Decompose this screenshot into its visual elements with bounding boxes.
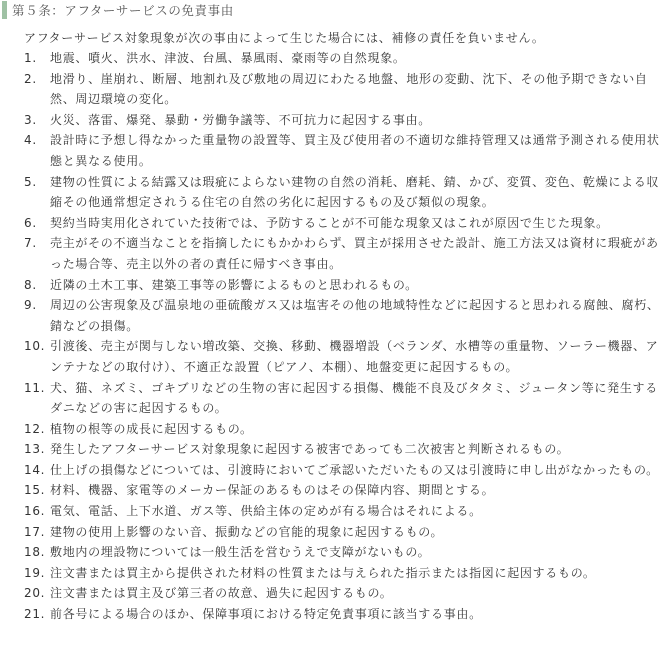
- list-item-text: 植物の根等の成長に起因するもの。: [50, 421, 253, 436]
- list-item-text: 火災、落雷、爆発、暴動・労働争議等、不可抗力に起因する事由。: [50, 112, 432, 127]
- list-item-text: 引渡後、売主が関与しない増改築、交換、移動、機器増設（ベランダ、水槽等の重量物、ソーラー機器、アンテナなどの取付け）、不適正な設置（ピアノ、本棚）、地盤変更に起因するもの。: [50, 339, 659, 374]
- list-item: [0, 501, 670, 522]
- list-item-number: 11.: [24, 380, 46, 395]
- list-item-text: 建物の使用上影響のない音、振動などの官能的現象に起因するもの。: [50, 524, 444, 539]
- intro-paragraph: アフターサービス対象現象が次の事由によって生じた場合には、補修の責任を負いません。: [24, 31, 545, 45]
- list-item-number: 8.: [24, 277, 37, 292]
- list-item-text: 設計時に予想し得なかった重量物の設置等、買主及び使用者の不適切な維持管理又は通常予測される使用状態と異なる使用。: [50, 133, 660, 168]
- list-item-text: 周辺の公害現象及び温泉地の亜硫酸ガス又は塩害その他の地域特性などに起因すると思われる腐蝕、腐朽、錆などの損傷。: [50, 298, 660, 333]
- list-item: [0, 172, 670, 213]
- list-item-text: 材料、機器、家電等のメーカー保証のあるものはその保障内容、期間とする。: [50, 483, 495, 498]
- list-item: [0, 130, 670, 171]
- heading-accent-bar: [2, 1, 7, 19]
- list-item: [0, 295, 670, 336]
- list-item-text: 注文書または買主から提供された材料の性質または与えられた指示または指図に起因するもの。: [50, 565, 596, 580]
- list-item-number: 3.: [24, 112, 37, 127]
- list-item-text: 地滑り、崖崩れ、断層、地割れ及び敷地の周辺にわたる地盤、地形の変動、沈下、その他予期できない自然、周辺環境の変化。: [50, 71, 648, 107]
- list-item-number: 5.: [24, 174, 37, 189]
- list-item-number: 12.: [24, 421, 46, 436]
- list-item-number: 14.: [24, 462, 46, 477]
- list-item-text: 地震、噴火、洪水、津波、台風、暴風雨、豪雨等の自然現象。: [50, 51, 406, 65]
- list-item-number: 19.: [24, 565, 46, 580]
- list-item: [0, 542, 670, 563]
- article-title: 第５条：アフターサービスの免責事由: [12, 3, 234, 18]
- list-item-text: 近隣の土木工事、建築工事等の影響によるものと思われるもの。: [50, 277, 418, 292]
- list-item: [0, 439, 670, 460]
- list-item-number: 17.: [24, 524, 46, 539]
- list-item-number: 21.: [24, 607, 46, 622]
- list-item-text: 前各号による場合のほか、保障事項における特定免責事項に該当する事由。: [50, 607, 482, 622]
- list-item: [0, 583, 670, 604]
- list-item-number: 7.: [24, 236, 37, 251]
- list-item: [0, 336, 670, 377]
- list-item: [0, 419, 670, 440]
- list-item: [0, 48, 670, 69]
- list-item-number: 18.: [24, 545, 46, 560]
- list-item: [0, 480, 670, 501]
- list-item-text: 電気、電話、上下水道、ガス等、供給主体の定めが有る場合はそれによる。: [50, 504, 482, 519]
- list-item: [0, 69, 670, 110]
- list-item-text: 売主がその不適当なことを指摘したにもかかわらず、買主が採用させた設計、施工方法又は資材に瑕疵があった場合等、売主以外の者の責任に帰すべき事由。: [50, 236, 659, 271]
- list-item-text: 注文書または買主及び第三者の故意、過失に起因するもの。: [50, 586, 393, 601]
- list-item: [0, 275, 670, 296]
- list-item-number: 16.: [24, 504, 46, 519]
- list-item-number: 9.: [24, 298, 37, 313]
- list-item-number: 15.: [24, 483, 46, 498]
- list-item-text: 犬、猫、ネズミ、ゴキブリなどの生物の害に起因する損傷、機能不良及びタタミ、ジュータン等に発生するダニなどの害に起因するもの。: [50, 380, 658, 416]
- list-item-text: 敷地内の埋設物については一般生活を営むうえで支障がないもの。: [50, 545, 431, 560]
- list-item-text: 仕上げの損傷などについては、引渡時においてご承認いただいたもの又は引渡時に申し出がなかったもの。: [50, 462, 659, 477]
- list-item-number: 13.: [24, 442, 46, 457]
- list-item-number: 6.: [24, 215, 37, 230]
- list-item-text: 契約当時実用化されていた技術では、予防することが不可能な現象又はこれが原因で生じた現象。: [50, 215, 609, 230]
- list-item: [0, 604, 670, 625]
- list-item: [0, 378, 670, 419]
- list-item-number: 4.: [24, 133, 37, 148]
- list-item-text: 建物の性質による結露又は瑕疵によらない建物の自然の消耗、磨耗、錆、かび、変質、変色、乾燥による収縮その他通常想定されうる住宅の自然の劣化に起因するもの及び類似の現象。: [50, 174, 660, 210]
- list-item: [0, 213, 670, 234]
- list-item: [0, 110, 670, 131]
- list-item: [0, 522, 670, 543]
- exemption-list: [0, 48, 670, 625]
- article-body: [0, 28, 670, 625]
- article-header: [0, 0, 670, 20]
- list-item-text: 発生したアフターサービス対象現象に起因する被害であっても二次被害と判断されるもの。: [50, 442, 570, 457]
- list-item-number: 10.: [24, 339, 46, 354]
- list-item-number: 1.: [24, 51, 37, 65]
- list-item: [0, 563, 670, 584]
- list-item: [0, 460, 670, 481]
- list-item: [0, 233, 670, 274]
- list-item-number: 2.: [24, 71, 37, 86]
- list-item-number: 20.: [24, 586, 46, 601]
